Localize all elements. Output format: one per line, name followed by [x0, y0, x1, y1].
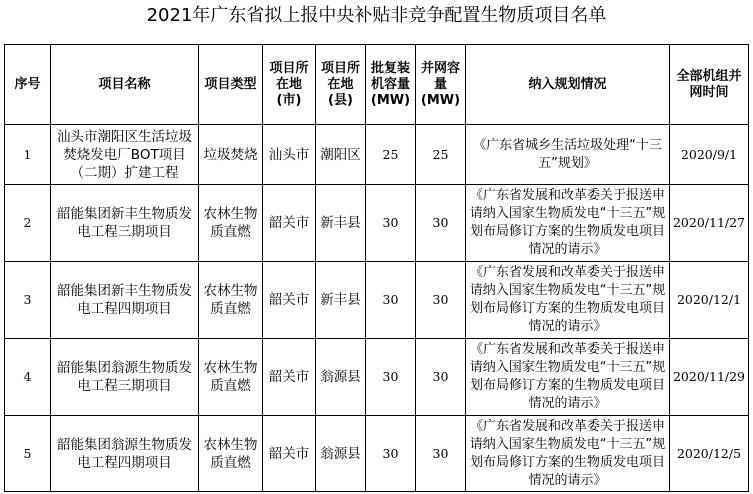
- cell-city: 韶关市: [263, 262, 316, 339]
- cell-grid-time: 2020/11/29: [670, 339, 749, 416]
- cell-type: 农林生物质直燃: [199, 262, 263, 339]
- cell-name: 汕头市潮阳区生活垃圾焚烧发电厂BOT项目（二期）扩建工程: [51, 125, 199, 185]
- header-capacity: 批复装机容量(MW): [366, 45, 416, 125]
- cell-name: 韶能集团翁源生物质发电工程四期项目: [51, 416, 199, 492]
- cell-capacity: 30: [366, 185, 416, 262]
- header-grid-time: 全部机组并网时间: [670, 45, 749, 125]
- table-row: [5, 185, 749, 262]
- cell-grid-capacity: 30: [416, 339, 466, 416]
- cell-county: 新丰县: [316, 185, 366, 262]
- cell-county: 潮阳区: [316, 125, 366, 185]
- header-county: 项目所在地(县): [316, 45, 366, 125]
- cell-grid-time: 2020/9/1: [670, 125, 749, 185]
- cell-capacity: 30: [366, 339, 416, 416]
- cell-grid-time: 2020/12/5: [670, 416, 749, 492]
- cell-capacity: 30: [366, 416, 416, 492]
- cell-capacity: 30: [366, 262, 416, 339]
- cell-seq: 2: [5, 185, 51, 262]
- cell-city: 汕头市: [263, 125, 316, 185]
- header-name: 项目名称: [51, 45, 199, 125]
- cell-type: 农林生物质直燃: [199, 339, 263, 416]
- header-row: [5, 45, 749, 125]
- cell-plan: 《广东省发展和改革委关于报送申请纳入国家生物质发电“十三五”规划布局修订方案的生物质发电项目情况的请示》: [466, 339, 670, 416]
- empty-row: [0, 32, 753, 44]
- cell-county: 翁源县: [316, 416, 366, 492]
- cell-city: 韶关市: [263, 339, 316, 416]
- cell-seq: 1: [5, 125, 51, 185]
- cell-city: 韶关市: [263, 185, 316, 262]
- cell-plan: 《广东省发展和改革委关于报送申请纳入国家生物质发电“十三五”规划布局修订方案的生物质发电项目情况的请示》: [466, 262, 670, 339]
- cell-county: 新丰县: [316, 262, 366, 339]
- cell-seq: 3: [5, 262, 51, 339]
- cell-grid-time: 2020/11/27: [670, 185, 749, 262]
- cell-seq: 5: [5, 416, 51, 492]
- cell-name: 韶能集团翁源生物质发电工程三期项目: [51, 339, 199, 416]
- header-seq: 序号: [5, 45, 51, 125]
- cell-plan: 《广东省发展和改革委关于报送申请纳入国家生物质发电“十三五”规划布局修订方案的生物质发电项目情况的请示》: [466, 416, 670, 492]
- cell-capacity: 25: [366, 125, 416, 185]
- cell-seq: 4: [5, 339, 51, 416]
- header-city: 项目所在地(市): [263, 45, 316, 125]
- cell-plan: 《广东省城乡生活垃圾处理“十三五”规划》: [466, 125, 670, 185]
- table-row: [5, 339, 749, 416]
- cell-grid-time: 2020/12/1: [670, 262, 749, 339]
- cell-grid-capacity: 30: [416, 185, 466, 262]
- cell-grid-capacity: 25: [416, 125, 466, 185]
- header-type: 项目类型: [199, 45, 263, 125]
- cell-city: 韶关市: [263, 416, 316, 492]
- header-grid-capacity: 并网容量(MW): [416, 45, 466, 125]
- cell-type: 农林生物质直燃: [199, 416, 263, 492]
- table-row: [5, 262, 749, 339]
- cell-grid-capacity: 30: [416, 416, 466, 492]
- cell-county: 翁源县: [316, 339, 366, 416]
- cell-plan: 《广东省发展和改革委关于报送申请纳入国家生物质发电“十三五”规划布局修订方案的生物质发电项目情况的请示》: [466, 185, 670, 262]
- table-row: [5, 416, 749, 492]
- header-plan: 纳入规划情况: [466, 45, 670, 125]
- table-row: [5, 125, 749, 185]
- page-title: 2021年广东省拟上报中央补贴非竞争配置生物质项目名单: [146, 5, 607, 26]
- cell-name: 韶能集团新丰生物质发电工程三期项目: [51, 185, 199, 262]
- project-table: [4, 44, 749, 492]
- cell-grid-capacity: 30: [416, 262, 466, 339]
- cell-type: 垃圾焚烧: [199, 125, 263, 185]
- cell-type: 农林生物质直燃: [199, 185, 263, 262]
- cell-name: 韶能集团新丰生物质发电工程四期项目: [51, 262, 199, 339]
